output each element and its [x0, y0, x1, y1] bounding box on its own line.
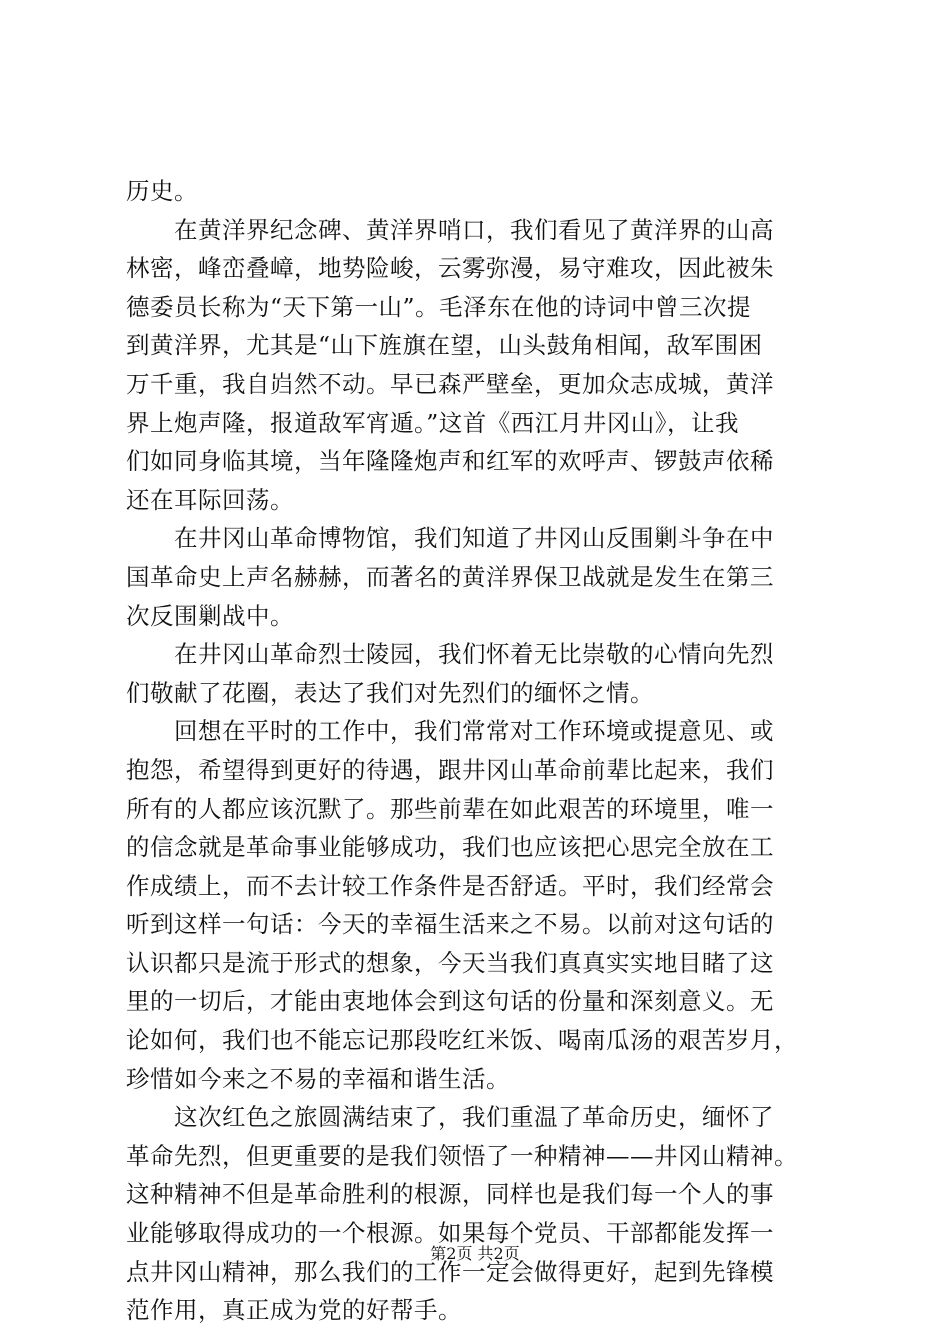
text-line: 论如何，我们也不能忘记那段吃红米饭、喝南瓜汤的艰苦岁月， — [126, 1026, 798, 1055]
text-line: 林密，峰峦叠嶂，地势险峻，云雾弥漫，易守难攻，因此被朱 — [126, 254, 774, 283]
text-line: 回想在平时的工作中，我们常常对工作环境或提意见、或 — [126, 717, 774, 746]
text-line: 里的一切后，才能由衷地体会到这句话的份量和深刻意义。无 — [126, 987, 774, 1016]
text-line: 这次红色之旅圆满结束了，我们重温了革命历史，缅怀了 — [126, 1103, 774, 1132]
text-line: 在井冈山革命烈士陵园，我们怀着无比崇敬的心情向先烈 — [126, 640, 774, 669]
text-line: 历史。 — [126, 177, 198, 205]
body-text — [126, 172, 838, 1330]
text-line: 界上炮声隆，报道敌军宵遁。”这首《西江月井冈山》，让我 — [126, 408, 740, 437]
text-line: 在黄洋界纪念碑、黄洋界哨口，我们看见了黄洋界的山高 — [126, 215, 774, 244]
text-line: 的信念就是革命事业能够成功，我们也应该把心思完全放在工 — [126, 833, 774, 862]
text-line: 范作用，真正成为党的好帮手。 — [126, 1296, 462, 1325]
text-line: 们敬献了花圈，表达了我们对先烈们的缅怀之情。 — [126, 678, 654, 707]
text-line: 所有的人都应该沉默了。那些前辈在如此艰苦的环境里，唯一 — [126, 794, 774, 823]
page-number-footer: 第2页 共2页 — [430, 1244, 520, 1263]
text-line: 在井冈山革命博物馆，我们知道了井冈山反围剿斗争在中 — [126, 524, 774, 553]
text-line: 国革命史上声名赫赫，而著名的黄洋界保卫战就是发生在第三 — [126, 562, 774, 591]
text-line: 点井冈山精神，那么我们的工作一定会做得更好，起到先锋模 — [126, 1257, 774, 1286]
text-line: 业能够取得成功的一个根源。如果每个党员、干部都能发挥一 — [126, 1219, 774, 1248]
text-line: 这种精神不但是革命胜利的根源，同样也是我们每一个人的事 — [126, 1180, 774, 1209]
text-line: 们如同身临其境，当年隆隆炮声和红军的欢呼声、锣鼓声依稀 — [126, 447, 774, 476]
text-line: 认识都只是流于形式的想象，今天当我们真真实实地目睹了这 — [126, 948, 774, 977]
text-line: 作成绩上，而不去计较工作条件是否舒适。平时，我们经常会 — [126, 871, 774, 900]
text-line: 万千重，我自岿然不动。早已森严壁垒，更加众志成城，黄洋 — [126, 369, 774, 398]
text-line: 到黄洋界，尤其是“山下旌旗在望，山头鼓角相闻，敌军围困 — [126, 331, 763, 360]
text-line: 次反围剿战中。 — [126, 601, 294, 630]
text-line: 抱怨，希望得到更好的待遇，跟井冈山革命前辈比起来，我们 — [126, 755, 774, 784]
text-line: 革命先烈，但更重要的是我们领悟了一种精神——井冈山精神。 — [126, 1141, 798, 1170]
text-line: 珍惜如今来之不易的幸福和谐生活。 — [126, 1064, 510, 1093]
text-line: 德委员长称为“天下第一山”。毛泽东在他的诗词中曾三次提 — [126, 292, 752, 321]
text-line: 听到这样一句话：今天的幸福生活来之不易。以前对这句话的 — [126, 910, 774, 939]
text-line: 还在耳际回荡。 — [126, 485, 294, 514]
